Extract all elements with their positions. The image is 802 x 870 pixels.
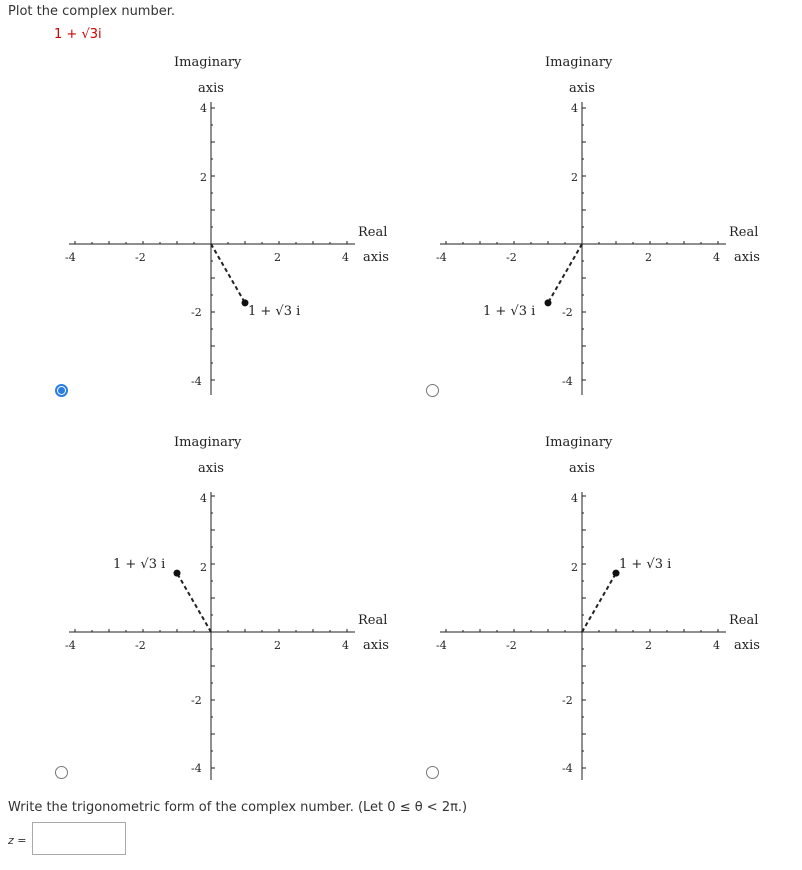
x-tick-a-neg2: -2 (135, 251, 146, 264)
point-label-c: 1 + √3 i (113, 557, 166, 572)
y-tick-b-2: 2 (571, 171, 578, 184)
y-tick-a-neg2: -2 (191, 306, 202, 319)
y-tick-b-neg2: -2 (562, 306, 573, 319)
x-tick-b-4: 4 (713, 251, 720, 264)
y-tick-c-neg4: -4 (191, 762, 202, 775)
y-tick-b-4: 4 (571, 102, 578, 115)
x-tick-c-neg4: -4 (65, 639, 76, 652)
y-tick-a-4: 4 (200, 102, 207, 115)
x-tick-c-2: 2 (274, 639, 281, 652)
real-axis-label-a1: Real (358, 225, 388, 240)
imag-axis-label-b1: Imaginary (545, 55, 613, 70)
dashed-segment (548, 244, 582, 303)
expr-suffix: i (98, 27, 102, 42)
option-a-radio[interactable] (55, 384, 68, 397)
x-tick-d-neg4: -4 (436, 639, 447, 652)
answer-label: z = (8, 834, 27, 847)
y-tick-c-2: 2 (200, 561, 207, 574)
y-tick-c-4: 4 (200, 492, 207, 505)
graph-option-c (40, 420, 400, 790)
x-tick-c-4: 4 (342, 639, 349, 652)
expr-radical: √3 (81, 27, 98, 42)
imag-axis-label-a1: Imaginary (174, 55, 242, 70)
x-tick-b-neg2: -2 (506, 251, 517, 264)
imag-axis-label-d2: axis (569, 461, 595, 476)
y-tick-d-neg4: -4 (562, 762, 573, 775)
x-tick-a-2: 2 (274, 251, 281, 264)
expr-prefix: 1 + (54, 27, 82, 42)
trig-form-question: Write the trigonometric form of the complex number. (Let 0 ≤ θ < 2π.) (8, 800, 468, 815)
y-tick-c-neg2: -2 (191, 694, 202, 707)
imag-axis-label-d1: Imaginary (545, 435, 613, 450)
dashed-segment (211, 244, 245, 303)
x-tick-b-neg4: -4 (436, 251, 447, 264)
dashed-segment (177, 573, 211, 632)
real-axis-label-c2: axis (363, 638, 389, 653)
imag-axis-label-c1: Imaginary (174, 435, 242, 450)
graph-option-a (40, 40, 400, 410)
dashed-segment (582, 573, 616, 632)
graph-option-b (411, 40, 771, 410)
real-axis-label-a2: axis (363, 250, 389, 265)
real-axis-label-d2: axis (734, 638, 760, 653)
imag-axis-label-a2: axis (198, 81, 224, 96)
x-tick-d-neg2: -2 (506, 639, 517, 652)
real-axis-label-d1: Real (729, 613, 759, 628)
y-tick-d-4: 4 (571, 492, 578, 505)
y-tick-a-2: 2 (200, 171, 207, 184)
y-tick-d-neg2: -2 (562, 694, 573, 707)
imag-axis-label-c2: axis (198, 461, 224, 476)
x-tick-a-4: 4 (342, 251, 349, 264)
y-tick-b-neg4: -4 (562, 375, 573, 388)
x-tick-d-2: 2 (645, 639, 652, 652)
real-axis-label-b2: axis (734, 250, 760, 265)
question-prompt: Plot the complex number. (8, 4, 176, 19)
point-label-b: 1 + √3 i (483, 304, 536, 319)
x-tick-b-2: 2 (645, 251, 652, 264)
x-tick-c-neg2: -2 (135, 639, 146, 652)
real-axis-label-c1: Real (358, 613, 388, 628)
x-tick-a-neg4: -4 (65, 251, 76, 264)
y-tick-a-neg4: -4 (191, 375, 202, 388)
real-axis-label-b1: Real (729, 225, 759, 240)
option-b-radio[interactable] (426, 384, 439, 397)
point-label-a: 1 + √3 i (248, 304, 301, 319)
point-label-d: 1 + √3 i (619, 557, 672, 572)
option-d-radio[interactable] (426, 766, 439, 779)
graph-option-d (411, 420, 771, 790)
complex-point (545, 299, 552, 306)
x-tick-d-4: 4 (713, 639, 720, 652)
imag-axis-label-b2: axis (569, 81, 595, 96)
y-tick-d-2: 2 (571, 561, 578, 574)
option-c-radio[interactable] (55, 766, 68, 779)
answer-input[interactable] (32, 822, 126, 855)
complex-point (174, 570, 181, 577)
